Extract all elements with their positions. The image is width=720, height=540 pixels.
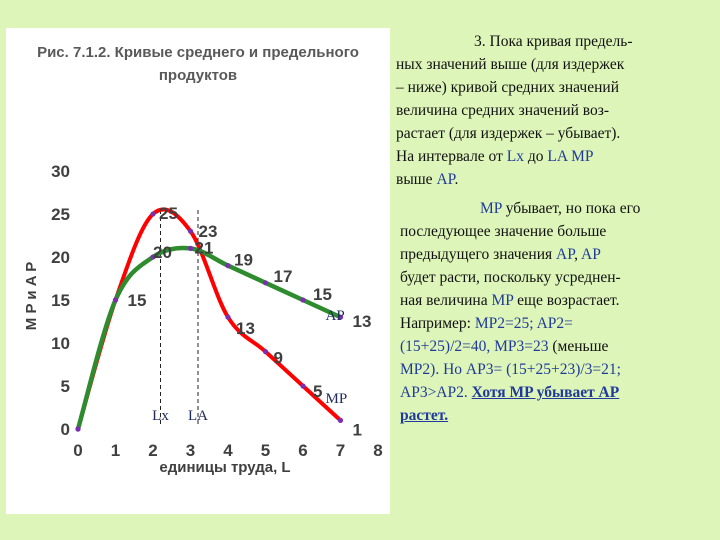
ap-point [113,297,118,302]
ap-data-label: 17 [273,266,293,286]
y-tick-label: 0 [60,420,70,439]
la-label: LA [188,408,208,424]
lx-label: Lx [152,408,169,424]
mp-data-label: 23 [198,222,218,242]
y-tick-label: 25 [51,205,70,224]
mp-data-label: 1 [352,420,362,440]
text-span: 3. Пока кривая предель- [474,33,633,50]
para-1-line-6 [396,145,714,168]
chart-title-line-1: Рис. 7.1.2. Кривые среднего и предельного [37,44,359,61]
conclusion-text: Хотя MP убывает AP [471,384,620,401]
para-1-line-2 [396,53,714,76]
ap-data-label: 15 [313,285,332,304]
mp-data-label: 15 [127,291,147,310]
chart-title-line-2: продуктов [158,67,238,84]
y-tick-label: 20 [51,248,70,267]
ap-data-label: 21 [194,238,214,258]
y-axis-label: M P и A P [23,261,40,331]
y-tick-label: 10 [51,334,70,353]
para-1-line-1 [396,30,714,53]
ap-point [300,297,305,302]
text-span: еще возрастает. [513,292,620,309]
ap-data-label: 19 [234,250,253,270]
ap-point [225,263,230,268]
mp-ap-chart [6,28,390,514]
text-span: ная величина [400,292,492,309]
text-span: , [574,246,582,263]
lx-term: Lx [506,148,524,165]
mp-point [188,229,193,234]
explanation-text [396,30,714,427]
para-2-line-4 [400,266,714,289]
para-2-line-5 [400,289,714,312]
text-span: последующее значение больше [400,223,607,240]
x-tick-label: 6 [298,441,308,460]
x-tick-label: 4 [223,441,233,460]
la-term: LA [547,148,568,165]
mp-point [338,418,343,423]
para-2-line-3 [400,243,714,266]
chart-panel [6,28,390,514]
para-2-line-10 [400,404,714,427]
text-span: убывает, но пока его [501,200,641,217]
text-span: На интервале от [396,148,507,165]
para-1-line-3 [396,76,714,99]
conclusion-text: растет. [400,407,449,424]
example-values: (15+25)/2=40, MP3=23 [400,338,549,355]
ap-term: AP [556,246,575,263]
mp-term: MP [491,292,514,309]
para-2-line-9 [400,381,714,404]
mp-point [300,383,305,388]
text-span: величина средних значений воз- [396,102,610,119]
ap-term: AP [581,246,601,263]
text-span: предыдущего значения [400,246,557,263]
text-span: . [454,171,459,188]
mp-term: MP [480,200,502,217]
para-2-line-6 [400,312,714,335]
paragraph-2 [396,197,714,427]
example-values: MP2=25; AP2= [474,315,573,332]
text-span: до [523,148,548,165]
text-span: (меньше [548,338,609,355]
text-span: – ниже) кривой средних значений [396,79,619,96]
x-axis-label: единицы труда, L [159,459,291,476]
ap-point [75,426,80,431]
text-span: будет расти, поскольку усреднен- [400,269,621,286]
mp-data-label: 9 [273,348,283,368]
mp-data-label: 5 [313,382,323,401]
x-tick-label: 2 [148,441,158,460]
mp-point [225,315,230,320]
ap-point [263,280,268,285]
x-tick-label: 8 [373,441,383,460]
x-tick-label: 1 [110,441,121,460]
ap-point [188,246,193,251]
mp-series-tag: MP [325,390,348,407]
mp-point [263,349,268,354]
text-span: ных значений выше (для издержек [396,56,625,73]
y-tick-label: 15 [51,291,70,310]
mp-data-label: 13 [236,319,255,339]
y-tick-label: 5 [60,377,70,396]
y-tick-label: 30 [51,162,70,181]
x-tick-label: 7 [335,441,346,460]
para-2-line-8 [400,358,714,381]
para-2-line-1 [400,197,714,220]
x-tick-label: 5 [260,441,271,460]
para-2-line-7 [400,335,714,358]
text-span: выше [396,171,437,188]
para-2-line-2 [400,220,714,243]
para-1-line-5 [396,122,714,145]
example-values: MP2). Но AP3= (15+25+23)/3=21; [400,361,621,378]
mp-point [150,211,155,216]
example-values: AP3>AP2. [400,384,472,401]
ap-series-tag: AP [325,308,345,325]
ap-data-label: 20 [153,243,172,262]
para-1-line-4 [396,99,714,122]
ap-term: AP [436,171,455,188]
x-tick-label: 0 [73,441,83,460]
mp-term: MP [571,148,594,165]
ap-data-label: 13 [352,312,372,332]
x-tick-label: 3 [185,441,196,460]
para-1-line-7 [396,168,714,191]
text-span: Например: [400,315,475,332]
text-span: растает (для издержек – убывает). [396,125,621,142]
mp-data-label: 25 [159,204,178,223]
